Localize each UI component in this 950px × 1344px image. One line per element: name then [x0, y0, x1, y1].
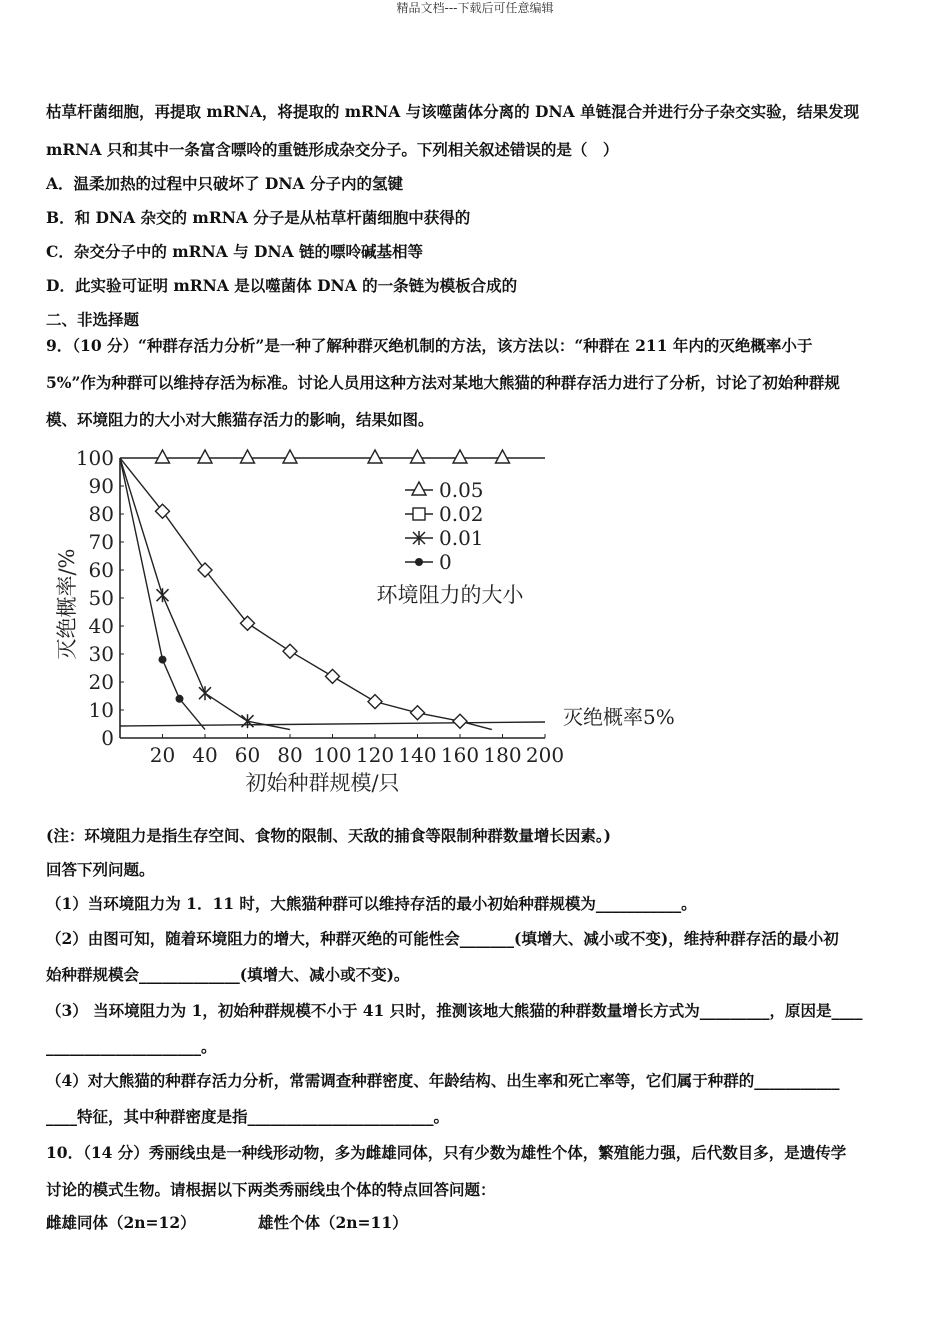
legend-entry	[405, 550, 452, 574]
x-axis-label: 初始种群规模/只	[245, 771, 400, 795]
q10-col1: 雌雄同体（2n=12）	[46, 1213, 196, 1232]
q9-line3: 模、环境阻力的大小对大熊猫存活力的影响，结果如图。	[46, 410, 434, 429]
data-point	[198, 563, 212, 577]
data-point	[241, 616, 255, 630]
diamond-marker	[283, 644, 297, 658]
y-tick-label: 30	[88, 642, 114, 666]
data-point	[453, 714, 467, 728]
data-point	[283, 450, 297, 463]
q9-note: (注：环境阻力是指生存空间、食物的限制、天敌的捕食等限制种群数量增长因素。)	[46, 826, 611, 845]
legend-label: 0	[439, 550, 452, 574]
x-tick-label: 160	[440, 743, 480, 767]
triangle-marker	[411, 450, 425, 463]
legend-marker	[415, 558, 423, 566]
data-point	[453, 450, 467, 463]
q8-line1: 枯草杆菌细胞，再提取 mRNA，将提取的 mRNA 与该噬菌体分离的 DNA 单链混合并进行分子杂交实验，结果发现	[46, 102, 860, 121]
square-marker	[413, 508, 425, 520]
q9-line1: 9．（10 分）“种群存活力分析”是一种了解种群灭绝机制的方法，该方法以：“种群在 211 年内的灭绝概率小于	[46, 336, 813, 355]
data-point	[156, 450, 170, 463]
dot-marker	[415, 558, 423, 566]
x-tick-label: 120	[355, 743, 395, 767]
x-tick-label: 180	[483, 743, 522, 767]
x-tick-label: 20	[149, 743, 176, 767]
y-tick-label: 70	[88, 530, 114, 554]
dot-marker	[176, 695, 184, 703]
diamond-marker	[156, 504, 170, 518]
q9-answer-prompt: 回答下列问题。	[46, 860, 155, 879]
legend-title: 环境阻力的大小	[376, 583, 524, 607]
data-point	[411, 450, 425, 463]
q8-option-b: B．和 DNA 杂交的 mRNA 分子是从枯草杆菌细胞中获得的	[46, 208, 471, 227]
diamond-marker	[326, 669, 340, 683]
triangle-marker	[156, 450, 170, 463]
diamond-marker	[411, 706, 425, 720]
x-tick-label: 200	[525, 743, 565, 767]
q10-col2: 雄性个体（2n=11）	[258, 1213, 408, 1232]
q10-line1: 10．（14 分）秀丽线虫是一种线形动物，多为雌雄同体，只有少数为雄性个体，繁殖能力强，后代数目多，是遗传学	[46, 1143, 847, 1162]
x-tick-label: 80	[277, 743, 303, 767]
diamond-marker	[368, 695, 382, 709]
q9-sub2b: 始种群规模会_____________(填增大、减小或不变)。	[46, 965, 410, 984]
y-tick-label: 100	[75, 446, 114, 470]
diamond-marker	[198, 563, 212, 577]
triangle-marker	[368, 450, 382, 463]
triangle-marker	[496, 450, 510, 463]
data-point	[326, 669, 340, 683]
diamond-marker	[453, 714, 467, 728]
legend-label: 0.02	[439, 502, 484, 526]
q9-sub3a: （3） 当环境阻力为 1，初始种群规模不小于 41 只时，推测该地大熊猫的种群数量增长方式为_________，原因是____	[46, 1001, 863, 1020]
legend-label: 0.01	[439, 526, 484, 550]
x-tick-label: 60	[234, 743, 261, 767]
q9-sub4b: ____特征，其中种群密度是指________________________。	[46, 1107, 450, 1126]
data-point	[159, 656, 167, 664]
data-point	[496, 450, 510, 463]
q10-line2: 讨论的模式生物。请根据以下两类秀丽线虫个体的特点回答问题：	[46, 1180, 496, 1199]
triangle-marker	[198, 450, 212, 463]
data-point	[368, 450, 382, 463]
data-point	[241, 450, 255, 463]
data-point	[157, 588, 169, 602]
data-point	[242, 714, 254, 728]
legend-marker	[412, 482, 426, 495]
q9-sub3b: ____________________。	[46, 1037, 217, 1056]
data-point	[199, 686, 211, 700]
dot-marker	[159, 656, 167, 664]
series-0-01	[120, 458, 290, 730]
q9-line2: 5%”作为种群可以维持存活为标准。讨论人员用这种方法对某地大熊猫的种群存活力进行了分析，讨论了初始种群规	[46, 373, 840, 392]
page-header: 精品文档---下载后可任意编辑	[396, 1, 554, 15]
q8-option-a: A．温柔加热的过程中只破坏了 DNA 分子内的氢键	[46, 174, 403, 193]
y-tick-label: 60	[88, 558, 114, 582]
x-tick-label: 100	[313, 743, 352, 767]
extinction-chart	[40, 440, 720, 800]
q9-sub2a: （2）由图可知，随着环境阻力的增大，种群灭绝的可能性会_______(填增大、减小或不变)，维持种群存活的最小初	[46, 929, 839, 948]
legend-entry	[405, 502, 484, 526]
legend-label: 0.05	[439, 478, 484, 502]
legend-entry	[405, 478, 484, 502]
triangle-marker	[412, 482, 426, 495]
q8-line2: mRNA 只和其中一条富含嘌呤的重链形成杂交分子。下列相关叙述错误的是（ ）	[46, 140, 619, 159]
data-point	[283, 644, 297, 658]
data-point	[156, 504, 170, 518]
series-0-05	[120, 450, 545, 463]
triangle-marker	[453, 450, 467, 463]
data-point	[198, 450, 212, 463]
y-tick-label: 10	[88, 698, 114, 722]
y-axis-label: 灭绝概率/%	[55, 548, 79, 660]
y-tick-label: 50	[88, 586, 114, 610]
data-point	[411, 706, 425, 720]
section-title: 二、非选择题	[46, 310, 140, 329]
triangle-marker	[283, 450, 297, 463]
triangle-marker	[241, 450, 255, 463]
diamond-marker	[241, 616, 255, 630]
y-tick-label: 40	[88, 614, 114, 638]
q9-sub1: （1）当环境阻力为 1．11 时，大熊猫种群可以维持存活的最小初始种群规模为___________。	[46, 894, 697, 913]
y-tick-label: 80	[88, 502, 114, 526]
x-tick-label: 140	[398, 743, 437, 767]
y-tick-label: 0	[101, 726, 114, 750]
y-tick-label: 20	[88, 670, 114, 694]
y-tick-label: 90	[88, 474, 114, 498]
legend-marker	[413, 508, 425, 520]
q9-sub4a: （4）对大熊猫的种群存活力分析，常需调查种群密度、年龄结构、出生率和死亡率等，它们属于种群的___________	[46, 1071, 840, 1090]
threshold-label: 灭绝概率5%	[563, 705, 675, 729]
data-point	[176, 695, 184, 703]
x-tick-label: 40	[192, 743, 218, 767]
q8-option-c: C．杂交分子中的 mRNA 与 DNA 链的嘌呤碱基相等	[46, 242, 424, 261]
legend-entry	[405, 526, 484, 550]
threshold-line	[120, 722, 545, 726]
data-point	[368, 695, 382, 709]
q8-option-d: D．此实验可证明 mRNA 是以噬菌体 DNA 的一条链为模板合成的	[46, 276, 518, 295]
